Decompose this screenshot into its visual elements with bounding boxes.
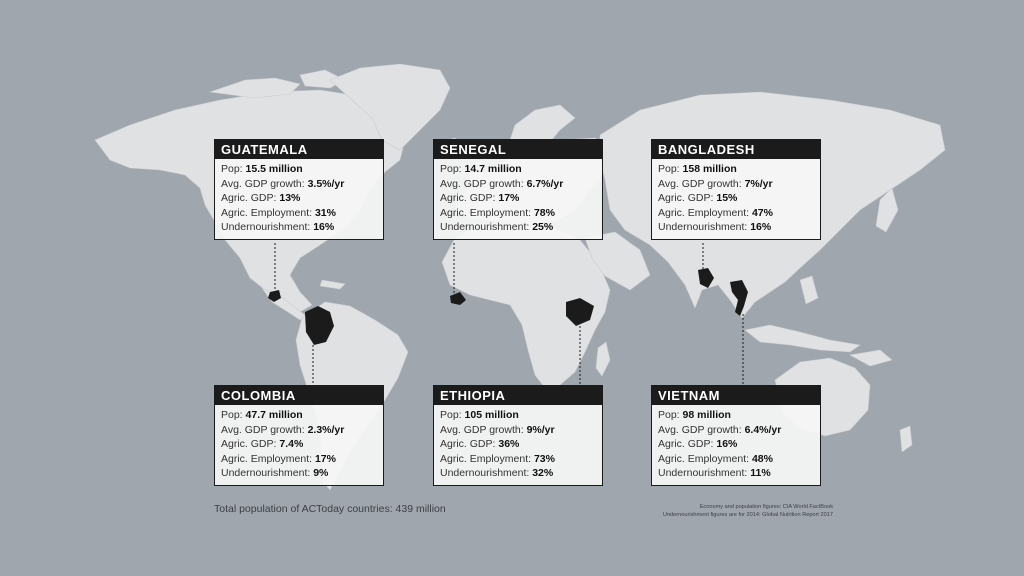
country-card-title: SENEGAL	[434, 140, 602, 159]
country-card-bangladesh	[651, 139, 821, 240]
country-card-guatemala	[214, 139, 384, 240]
stat-pop: Pop: 98 million	[658, 409, 731, 421]
stat-agric-employment: Agric. Employment: 78%	[440, 206, 555, 219]
stat-pop: Pop: 105 million	[440, 409, 519, 421]
source-line: Economy and population figures: CIA World FactBook	[699, 504, 833, 510]
total-population-note: Total population of ACToday countries: 439 million	[214, 503, 446, 515]
stat-gdp-growth: Avg. GDP growth: 6.7%/yr	[440, 177, 564, 190]
country-card-title: COLOMBIA	[215, 386, 383, 405]
stat-agric-employment: Agric. Employment: 73%	[440, 452, 555, 465]
stat-agric-gdp: Agric. GDP: 13%	[221, 192, 301, 205]
stat-undernourishment: Undernourishment: 9%	[221, 467, 329, 480]
stat-gdp-growth: Avg. GDP growth: 9%/yr	[440, 423, 555, 436]
stat-agric-employment: Agric. Employment: 47%	[658, 206, 773, 219]
country-card-title: VIETNAM	[652, 386, 820, 405]
stat-gdp-growth: Avg. GDP growth: 2.3%/yr	[221, 423, 345, 436]
stat-agric-gdp: Agric. GDP: 16%	[658, 438, 738, 451]
stat-agric-gdp: Agric. GDP: 17%	[440, 192, 520, 205]
country-card-ethiopia	[433, 385, 603, 486]
country-card-title: GUATEMALA	[215, 140, 383, 159]
country-card-senegal	[433, 139, 603, 240]
stat-pop: Pop: 158 million	[658, 163, 737, 175]
country-card-colombia	[214, 385, 384, 486]
stat-agric-gdp: Agric. GDP: 36%	[440, 438, 520, 451]
country-card-vietnam	[651, 385, 821, 486]
stat-undernourishment: Undernourishment: 16%	[221, 221, 335, 234]
stat-gdp-growth: Avg. GDP growth: 7%/yr	[658, 177, 773, 190]
country-card-title: ETHIOPIA	[434, 386, 602, 405]
stat-agric-employment: Agric. Employment: 17%	[221, 452, 336, 465]
sources-note	[663, 503, 833, 519]
stat-agric-employment: Agric. Employment: 31%	[221, 206, 336, 219]
stat-gdp-growth: Avg. GDP growth: 6.4%/yr	[658, 423, 782, 436]
stat-pop: Pop: 14.7 million	[440, 163, 522, 175]
stat-agric-gdp: Agric. GDP: 7.4%	[221, 438, 304, 451]
stat-pop: Pop: 47.7 million	[221, 409, 303, 421]
source-line: Undernourishment figures are for 2014: Global Nutrition Report 2017	[662, 512, 833, 518]
stat-gdp-growth: Avg. GDP growth: 3.5%/yr	[221, 177, 345, 190]
stat-agric-employment: Agric. Employment: 48%	[658, 452, 773, 465]
stat-undernourishment: Undernourishment: 32%	[440, 467, 554, 480]
stat-undernourishment: Undernourishment: 16%	[658, 221, 772, 234]
stat-pop: Pop: 15.5 million	[221, 163, 303, 175]
stat-undernourishment: Undernourishment: 11%	[658, 467, 771, 480]
stat-agric-gdp: Agric. GDP: 15%	[658, 192, 738, 205]
country-card-title: BANGLADESH	[652, 140, 820, 159]
stat-undernourishment: Undernourishment: 25%	[440, 221, 554, 234]
